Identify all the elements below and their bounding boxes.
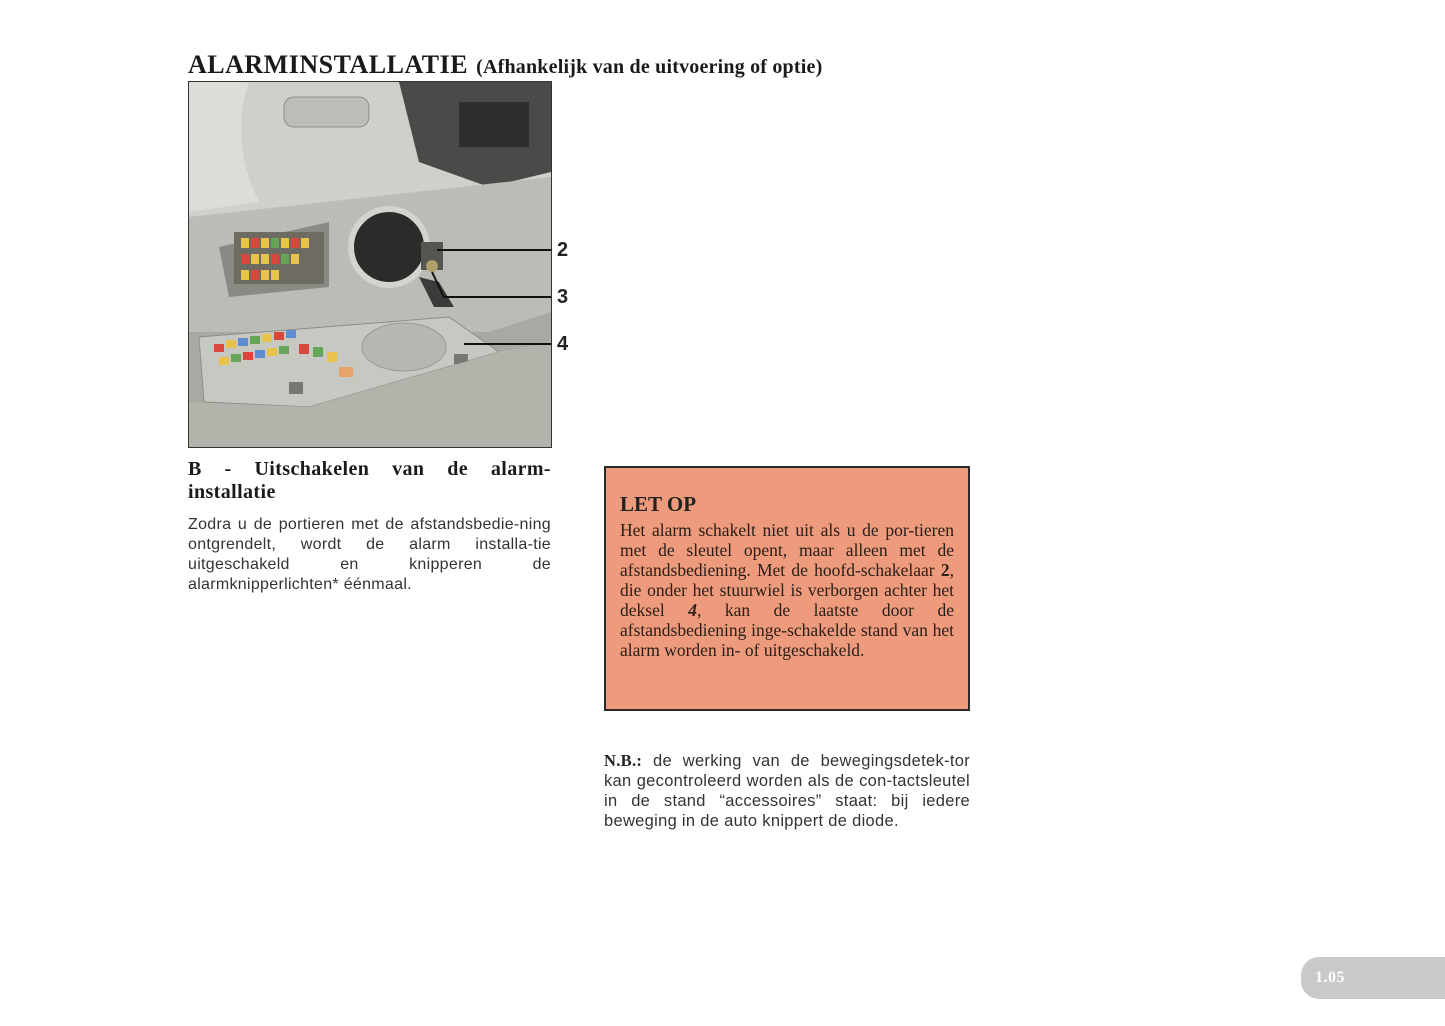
section-heading: B - Uitschakelen van de alarm-installatie — [188, 458, 551, 503]
note-paragraph — [604, 751, 970, 831]
callout-2: 2 — [557, 239, 569, 261]
warning-box — [604, 466, 970, 711]
warning-text-part-3: , kan de laatste door de afstandsbediening inge-schakelde stand van het alarm worden in- of uitgeschakeld. — [620, 600, 955, 660]
title-subtitle: (Afhankelijk van de uitvoering of optie) — [476, 56, 823, 78]
page-number-tab — [1301, 957, 1445, 999]
warning-title: LET OP — [620, 492, 697, 516]
warning-text-part-1: Het alarm schakelt niet uit als u de por-tieren met de sleutel opent, maar alleen met de afstandsbediening. Met de hoofd-schakelaar — [620, 520, 954, 580]
title-main: ALARMINSTALLATIE — [188, 50, 469, 79]
callout-3: 3 — [557, 286, 569, 308]
dashboard-illustration — [189, 82, 551, 447]
page-title — [188, 44, 822, 81]
warning-text — [620, 520, 954, 660]
callout-4: 4 — [557, 333, 569, 355]
page-number: 1.05 — [1315, 969, 1345, 986]
warning-text-part-2: , die onder het stuurwiel is verborgen achter het deksel — [620, 560, 954, 620]
note-label: N.B.: — [604, 751, 643, 770]
warning-ref-4: 4 — [688, 600, 697, 620]
section-body: Zodra u de portieren met de afstandsbedie-ning ontgrendelt, wordt de alarm installa-tie uitgeschakeld en knipperen de alarmknipperlichten* éénmaal. — [188, 516, 551, 593]
note-text: de werking van de bewegingsdetek-tor kan gecontroleerd worden als de con-tactsleutel in de stand “accessoires” staat: bij iedere beweging in de auto knippert de diode. — [604, 752, 970, 830]
warning-ref-2: 2 — [940, 560, 950, 580]
dashboard-photo — [188, 81, 552, 448]
